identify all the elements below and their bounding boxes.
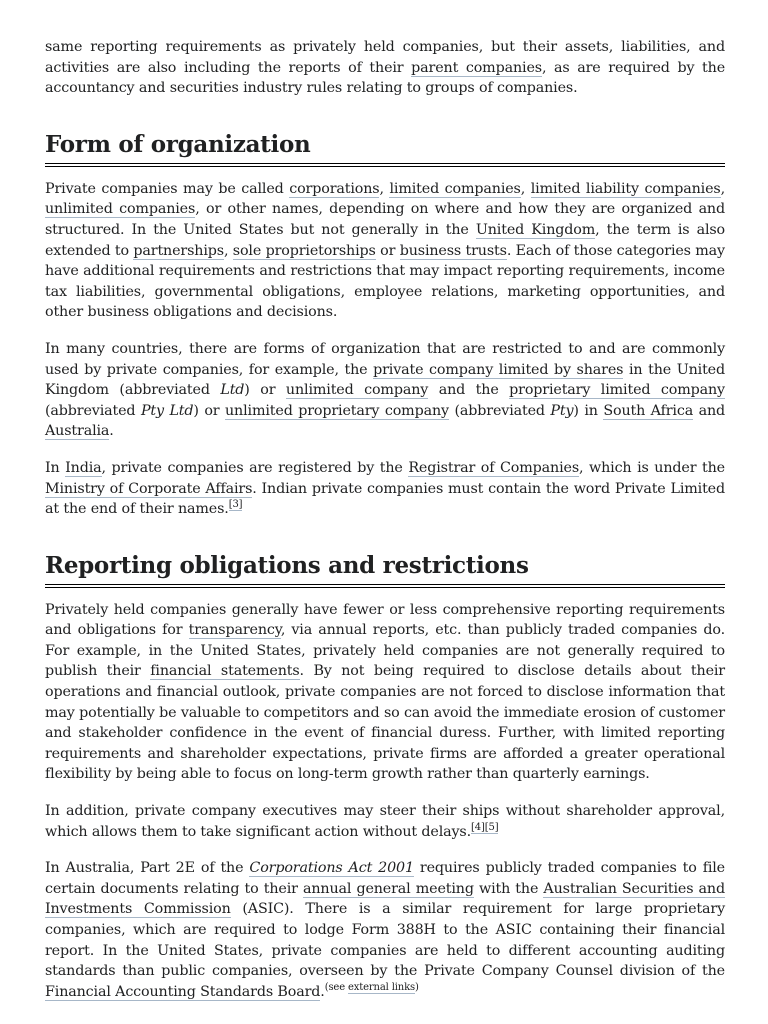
link-asic[interactable]: Australian Securities and Investments Commission bbox=[45, 880, 725, 918]
link-partnerships[interactable]: partnerships bbox=[133, 242, 224, 259]
link-australia[interactable]: Australia bbox=[45, 423, 110, 440]
text: ) or bbox=[193, 402, 225, 419]
link-india[interactable]: India bbox=[65, 459, 102, 476]
text: same reporting requirements as privately held companies, but their assets, liabilities, and activities are also including the reports of their bbox=[45, 39, 725, 76]
see-note bbox=[325, 982, 419, 994]
text: , bbox=[720, 180, 725, 197]
reporting-paragraph-3 bbox=[45, 858, 725, 1002]
text: Private companies may be called bbox=[45, 180, 290, 197]
link-external-links[interactable]: external links bbox=[348, 982, 415, 994]
link-unlimited-companies[interactable]: unlimited companies bbox=[45, 201, 196, 218]
abbreviation-pty-ltd: Pty Ltd bbox=[140, 402, 194, 419]
text: (abbreviated bbox=[448, 402, 551, 419]
text: and the bbox=[428, 382, 510, 399]
form-paragraph-2 bbox=[45, 339, 725, 442]
text: In bbox=[45, 459, 66, 476]
text: , bbox=[520, 180, 531, 197]
citation-4[interactable]: [4] bbox=[471, 821, 485, 833]
text: or bbox=[375, 242, 400, 259]
link-business-trusts[interactable]: business trusts bbox=[399, 242, 507, 259]
text: requires publicly traded companies to file certain documents relating to their bbox=[45, 860, 725, 897]
link-registrar-of-companies[interactable]: Registrar of Companies bbox=[408, 459, 579, 476]
text: (abbreviated bbox=[45, 402, 141, 419]
text: In addition, private company executives may steer their ships without shareholder approval, which allows them to take significant action without delays. bbox=[45, 803, 725, 840]
citation-5[interactable]: [5] bbox=[484, 821, 499, 833]
link-south-africa[interactable]: South Africa bbox=[603, 402, 694, 419]
text: , via annual reports, etc. than publicly traded companies do. For example, in the United States, privately held companies are not generally required to publish their bbox=[45, 622, 725, 680]
link-proprietary-limited-company[interactable]: proprietary limited company bbox=[509, 382, 725, 399]
link-sole-proprietorships[interactable]: sole proprietorships bbox=[232, 242, 376, 259]
abbreviation-pty: Pty bbox=[550, 402, 574, 419]
link-limited-liability-companies[interactable]: limited liability companies bbox=[530, 180, 721, 197]
text: , which is under the bbox=[579, 459, 725, 476]
text: . By not being required to disclose details about their operations and financial outlook, private companies are not forced to disclose information that may potentially be valuable to competitors and so can avoid the immediate erosion of customer and stakeholder confidence in the event of financial duress. Further, with limited reporting requirements and shareholder expectations, private firms are afforded a greater operational flexibility by being able to focus on long-term growth rather than quarterly earnings. bbox=[45, 663, 725, 783]
link-parent-companies[interactable]: parent companies bbox=[411, 59, 542, 76]
text: (ASIC). There is a similar requirement for large proprietary companies, which are required to lodge Form 388H to the ASIC containing their financial report. In the United States, private companies are held to different accounting auditing standards than public companies, overseen by the Private Company Counsel division of the bbox=[45, 901, 726, 980]
text: , as are required by the accountancy and securities industry rules relating to groups of companies. bbox=[45, 59, 726, 97]
text: . Indian private companies must contain the word Private Limited at the end of their names. bbox=[45, 480, 725, 518]
text: , bbox=[223, 242, 233, 259]
text: ) bbox=[414, 982, 419, 994]
text: . Each of those categories may have additional requirements and restrictions that may impact reporting requirements, income tax liabilities, governmental obligations, employee relations, marketing opportunities, and other business obligations and decisions. bbox=[45, 242, 725, 321]
text: . bbox=[109, 423, 114, 440]
text: . bbox=[320, 983, 325, 1000]
link-united-kingdom[interactable]: United Kingdom bbox=[475, 221, 596, 238]
section-heading-form-of-organization: Form of organization bbox=[45, 130, 725, 167]
link-limited-companies[interactable]: limited companies bbox=[389, 180, 521, 197]
text: ) or bbox=[244, 382, 286, 399]
form-paragraph-3 bbox=[45, 458, 725, 520]
link-transparency[interactable]: transparency bbox=[188, 622, 281, 639]
intro-paragraph bbox=[45, 37, 725, 99]
form-paragraph-1 bbox=[45, 179, 725, 323]
text: (see bbox=[324, 982, 345, 994]
link-unlimited-company[interactable]: unlimited company bbox=[285, 382, 429, 399]
text: In Australia, Part 2E of the bbox=[45, 860, 250, 877]
text: , or other names, depending on where and how they are organized and structured. In the United States but not generally in the bbox=[45, 201, 725, 238]
link-ministry-of-corporate-affairs[interactable]: Ministry of Corporate Affairs bbox=[45, 480, 253, 497]
text: Privately held companies generally have fewer or less comprehensive reporting requirements and obligations for bbox=[45, 601, 725, 639]
link-financial-statements[interactable]: financial statements bbox=[150, 663, 300, 680]
text: , private companies are registered by the bbox=[101, 459, 409, 476]
text: , the term is also extended to bbox=[45, 221, 726, 259]
text: in the United Kingdom (abbreviated bbox=[45, 361, 725, 399]
text: with the bbox=[473, 880, 544, 897]
reporting-paragraph-2 bbox=[45, 801, 725, 842]
text: , bbox=[379, 180, 390, 197]
article-content bbox=[45, 0, 725, 1002]
link-private-company-limited-by-shares[interactable]: private company limited by shares bbox=[373, 361, 624, 378]
section-heading-reporting-obligations: Reporting obligations and restrictions bbox=[45, 551, 725, 588]
text: In many countries, there are forms of organization that are restricted to and are commonly used by private companies, for example, the bbox=[45, 340, 725, 378]
link-financial-accounting-standards-board[interactable]: Financial Accounting Standards Board bbox=[45, 983, 321, 1000]
text: and bbox=[693, 402, 726, 419]
reporting-paragraph-1 bbox=[45, 600, 725, 785]
link-annual-general-meeting[interactable]: annual general meeting bbox=[302, 880, 474, 897]
link-corporations-act-2001[interactable]: Corporations Act 2001 bbox=[249, 860, 414, 877]
link-unlimited-proprietary-company[interactable]: unlimited proprietary company bbox=[225, 402, 449, 419]
citation-3[interactable]: [3] bbox=[228, 499, 243, 511]
link-corporations[interactable]: corporations bbox=[289, 180, 380, 197]
abbreviation-ltd: Ltd bbox=[220, 382, 245, 399]
text: ) in bbox=[573, 402, 604, 419]
